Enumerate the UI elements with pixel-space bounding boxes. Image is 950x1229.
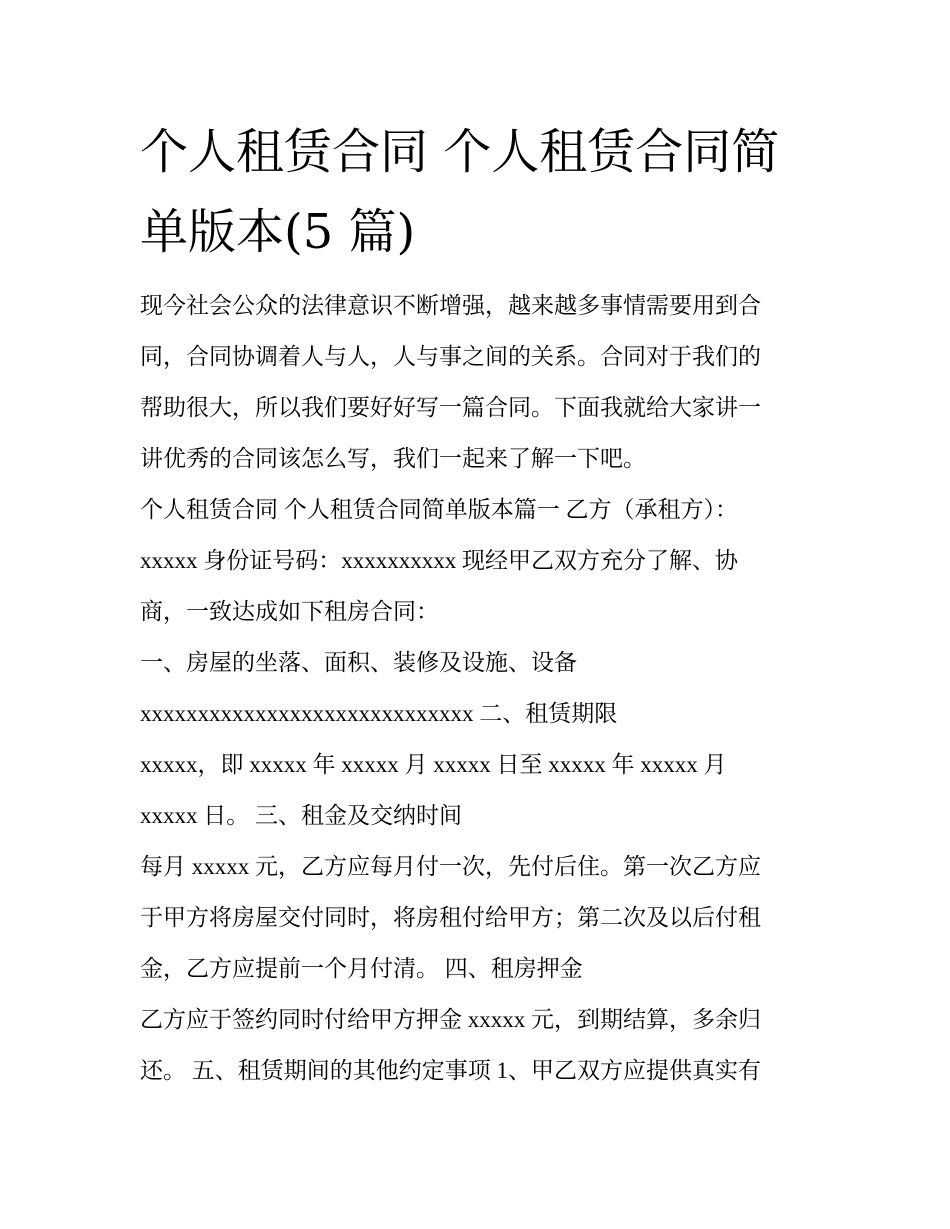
title-line: 单版本(5 篇) [140,204,416,260]
body-line: xxxxx 身份证号码：xxxxxxxxxx 现经甲乙双方充分了解、协 [140,548,738,573]
document-body [140,280,820,1096]
body-line: 讲优秀的合同该怎么写，我们一起来了解一下吧。 [140,446,646,471]
body-line: xxxxx，即 xxxxx 年 xxxxx 月 xxxxx 日至 xxxxx 年 xxxxx 月 [140,752,727,777]
body-line: xxxxx 日。 三、租金及交纳时间 [140,803,462,828]
body-line: 个人租赁合同 个人租赁合同简单版本篇一 乙方（承租方）： [140,497,738,522]
body-line: 于甲方将房屋交付同时，将房租付给甲方；第二次及以后付租 [140,905,761,930]
body-line: 商，一致达成如下租房合同： [140,599,439,624]
body-line: 金，乙方应提前一个月付清。 四、租房押金 [140,956,583,981]
body-line: 乙方应于签约同时付给甲方押金 xxxxx 元，到期结算，多余归 [140,1007,761,1032]
title-line: 个人租赁合同 个人租赁合同简 [140,124,780,180]
body-line: 同，合同协调着人与人，人与事之间的关系。合同对于我们的 [140,344,761,369]
body-line: xxxxxxxxxxxxxxxxxxxxxxxxxxxxx 二、租赁期限 [140,701,618,726]
body-line: 还。 五、租赁期间的其他约定事项 1、甲乙双方应提供真实有 [140,1058,761,1083]
document-title [140,112,820,272]
body-line: 帮助很大，所以我们要好好写一篇合同。下面我就给大家讲一 [140,395,761,420]
body-line: 每月 xxxxx 元，乙方应每月付一次，先付后住。第一次乙方应 [140,854,761,879]
body-line: 一、房屋的坐落、面积、装修及设施、设备 [140,650,577,675]
body-line: 现今社会公众的法律意识不断增强，越来越多事情需要用到合 [140,293,761,318]
